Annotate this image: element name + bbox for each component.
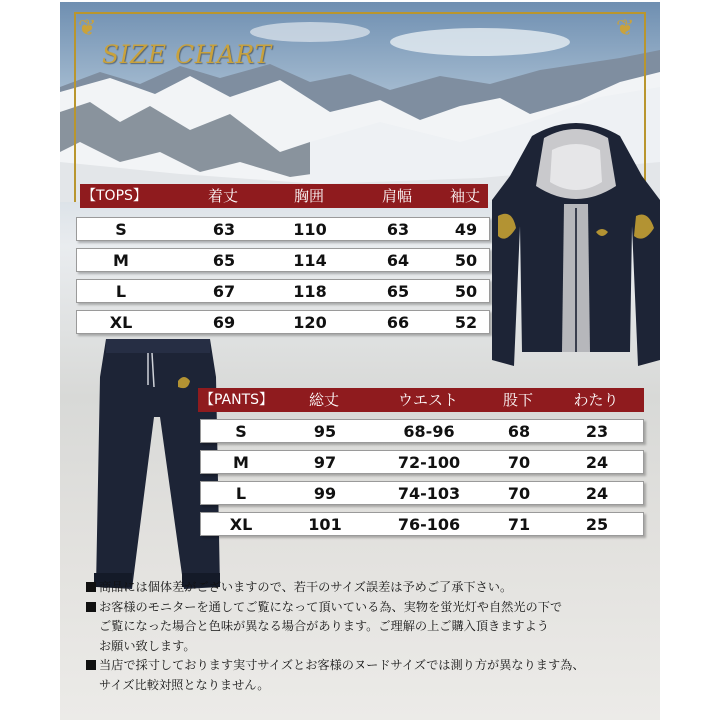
size-label: M — [113, 251, 129, 270]
table-cell: 110 — [293, 220, 327, 239]
table-cell: 72-100 — [397, 453, 461, 472]
table-cell: 25 — [585, 515, 609, 534]
table-cell: 23 — [585, 422, 609, 441]
tops-row-m — [76, 248, 490, 272]
tops-row-xl — [76, 310, 490, 334]
notes-block — [86, 578, 646, 695]
size-label: M — [233, 453, 249, 472]
tops-header-cell: 着丈 — [207, 187, 238, 205]
table-cell: 65 — [386, 282, 410, 301]
tops-header-row — [80, 184, 488, 208]
table-cell: 99 — [313, 484, 337, 503]
pants-row-s — [200, 419, 644, 443]
note-line: 当店で採寸しております実寸サイズとお客様のヌードサイズでは測り方が異なります為、 — [86, 656, 646, 676]
size-label: XL — [109, 313, 133, 332]
tops-header-cell: 胸囲 — [293, 187, 324, 205]
tops-row-s — [76, 217, 490, 241]
square-bullet-icon — [86, 582, 96, 592]
pants-header-cell: 股下 — [502, 391, 533, 409]
table-cell: 76-106 — [397, 515, 461, 534]
note-line: お客様のモニターを通してご覧になって頂いている為、実物を蛍光灯や自然光の下で — [86, 598, 646, 618]
table-cell: 68 — [507, 422, 531, 441]
tops-header-cell: 肩幅 — [381, 187, 412, 205]
table-cell: 118 — [293, 282, 327, 301]
hoodie-jacket-image — [492, 116, 660, 370]
gold-flourish-right: ❦ — [616, 16, 635, 41]
table-cell: 49 — [454, 220, 478, 239]
table-cell: 120 — [293, 313, 327, 332]
note-line: ご覧になった場合と色味が異なる場合があります。ご理解の上ご購入頂きますよう — [99, 619, 549, 633]
square-bullet-icon — [86, 660, 96, 670]
size-chart-frame — [60, 2, 660, 720]
table-cell: 68-96 — [403, 422, 455, 441]
gold-border-top — [74, 12, 646, 14]
size-label: S — [115, 220, 127, 239]
note-line: サイズ比較対照となりません。 — [99, 677, 270, 692]
pants-header-cell: わたり — [573, 391, 619, 409]
note-line: 商品には個体差がございますので、若干のサイズ誤差は予めご了承下さい。 — [86, 578, 646, 598]
size-label: XL — [229, 515, 253, 534]
table-cell: 65 — [212, 251, 236, 270]
table-cell: 101 — [308, 515, 342, 534]
table-cell: 74-103 — [397, 484, 461, 503]
table-cell: 67 — [212, 282, 236, 301]
pants-tag: 【PANTS】 — [200, 392, 274, 408]
table-cell: 24 — [585, 484, 609, 503]
pants-header-cell: 総丈 — [308, 391, 339, 409]
table-cell: 63 — [212, 220, 236, 239]
table-cell: 63 — [386, 220, 410, 239]
pants-header-row — [198, 388, 644, 412]
pants-row-xl — [200, 512, 644, 536]
tops-tag: 【TOPS】 — [82, 188, 147, 204]
tops-row-l — [76, 279, 490, 303]
size-label: L — [235, 484, 247, 503]
size-label: S — [235, 422, 247, 441]
square-bullet-icon — [86, 602, 96, 612]
table-cell: 71 — [507, 515, 531, 534]
table-cell: 70 — [507, 484, 531, 503]
table-cell: 50 — [454, 282, 478, 301]
size-label: L — [115, 282, 127, 301]
table-cell: 66 — [386, 313, 410, 332]
table-cell: 50 — [454, 251, 478, 270]
table-cell: 64 — [386, 251, 410, 270]
table-cell: 97 — [313, 453, 337, 472]
table-cell: 52 — [454, 313, 478, 332]
table-cell: 70 — [507, 453, 531, 472]
gold-border-left — [74, 12, 76, 202]
pants-row-m — [200, 450, 644, 474]
table-cell: 69 — [212, 313, 236, 332]
table-cell: 24 — [585, 453, 609, 472]
page-title: SIZE CHART — [102, 40, 272, 69]
pants-row-l — [200, 481, 644, 505]
table-cell: 95 — [313, 422, 337, 441]
table-cell: 114 — [293, 251, 327, 270]
note-line: お願い致します。 — [99, 638, 196, 653]
gold-flourish-left: ❦ — [78, 16, 97, 41]
pants-header-cell: ウエスト — [397, 391, 458, 409]
tops-header-cell: 袖丈 — [449, 187, 480, 205]
